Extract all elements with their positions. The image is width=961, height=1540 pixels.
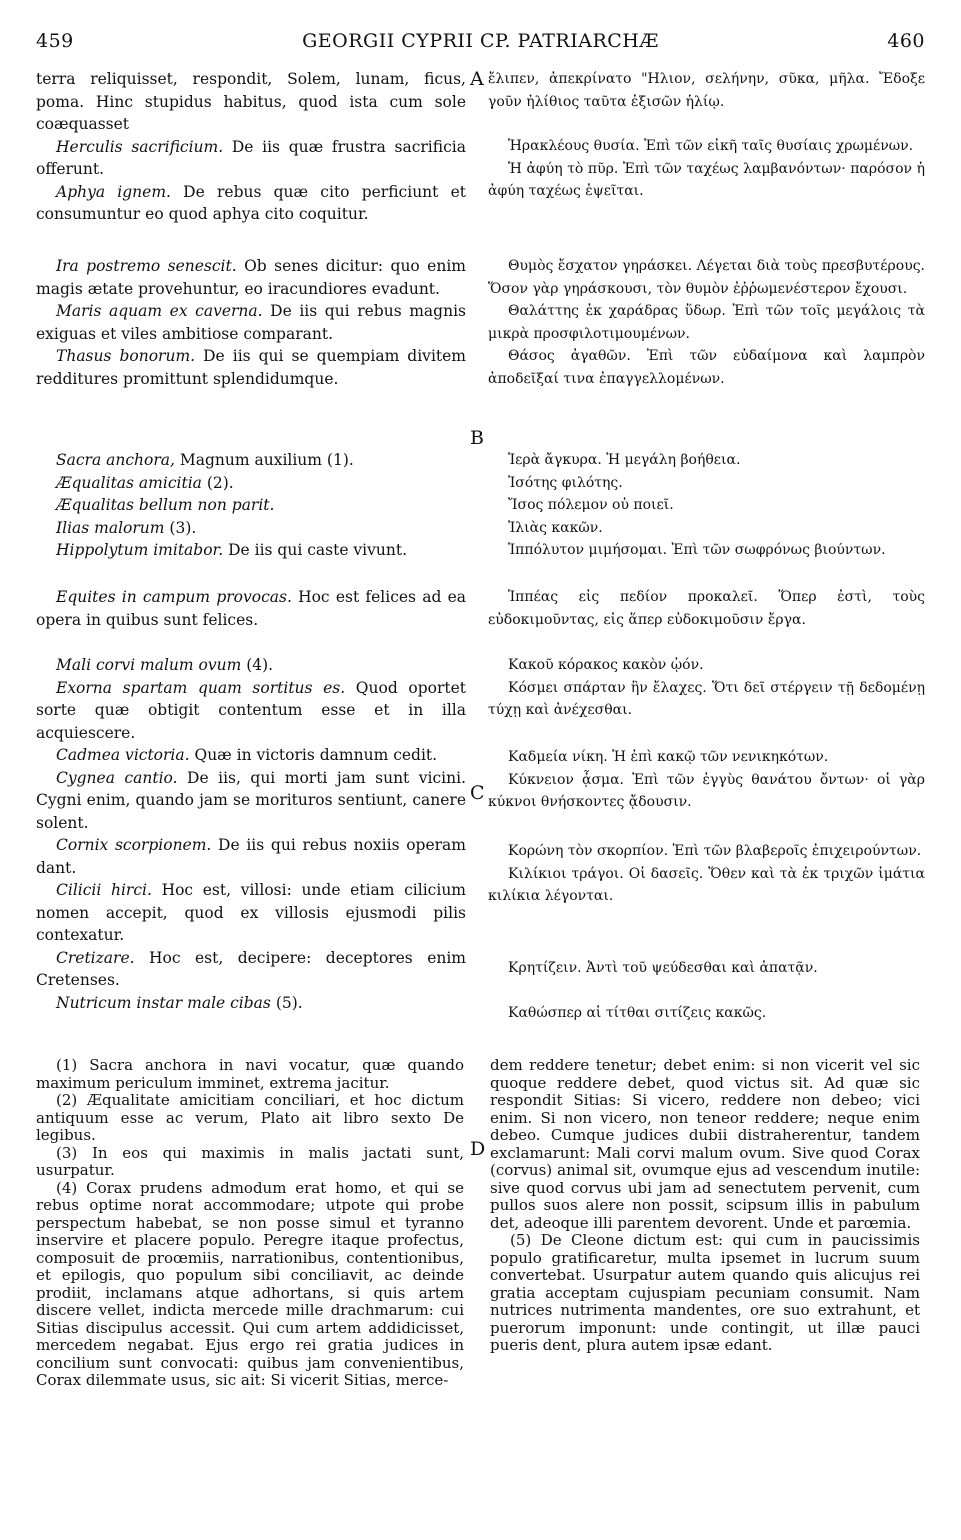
latin-entry: Cadmea victoria. Quæ in victoris damnum cedit.: [56, 746, 438, 764]
greek-entry: Κόσμει σπάρταν ἣν ἔλαχες. Ὅτι δεῖ στέργειν τῇ δεδομένῃ τύχῃ καὶ ἀνέχεσθαι.: [488, 679, 925, 718]
latin-block-b: [36, 449, 466, 562]
footnotes-left: [36, 1057, 464, 1390]
footnote: (2) Æqualitate amicitiam conciliari, et hoc dictum antiquum esse ac verum, Plato ait libro sexto De legibus.: [36, 1091, 464, 1144]
latin-block-equites: [36, 586, 466, 631]
footnote: (3) In eos qui maximis in malis jactati sunt, usurpatur.: [36, 1143, 464, 1179]
running-title: GEORGII CYPRII CP. PATRIARCHÆ: [302, 30, 659, 52]
section-marker-b: B: [470, 427, 484, 449]
greek-block-c2: [488, 746, 925, 814]
latin-entry: Ilias malorum (3).: [56, 518, 197, 537]
section-marker-a: A: [470, 68, 484, 90]
greek-entry: Ἱππόλυτον μιμήσομαι. Ἐπὶ τῶν σωφρόνως βιούντων.: [508, 542, 886, 558]
latin-entry: Cornix scorpionem. De iis qui rebus noxiis operam dant.: [36, 836, 467, 877]
greek-entry: Θυμὸς ἔσχατον γηράσκει. Λέγεται διὰ τοὺς πρεσβυτέρους. Ὅσον γὰρ γηράσκουσι, τὸν θυμὸν ἐῤῥωμενέστερον ἔχουσι.: [488, 258, 925, 297]
section-marker-c: C: [470, 782, 485, 804]
greek-entry: Ἱερὰ ἄγκυρα. Ἡ μεγάλη βοήθεια.: [508, 452, 741, 468]
latin-entry: Hippolytum imitabor. De iis qui caste vivunt.: [56, 541, 408, 559]
latin-entry: Æqualitas bellum non parit.: [56, 496, 275, 514]
latin-entry: Cygnea cantio. De iis, qui morti jam sunt vicini. Cygni enim, quando jam se morituros sentiunt, canere solent.: [36, 768, 466, 832]
greek-entry: Κακοῦ κόρακος κακὸν ᾠόν.: [508, 657, 704, 673]
greek-entry: Καθώσπερ αἱ τίτθαι σιτίζεις κακῶς.: [508, 1005, 767, 1021]
greek-entry: Κύκνειον ᾆσμα. Ἐπὶ τῶν ἐγγὺς θανάτου ὄντων· οἱ γὰρ κύκνοι θνήσκοντες ᾄδουσιν.: [488, 771, 925, 810]
footnote: (1) Sacra anchora in navi vocatur, quæ quando maximum periculum imminet, extrema jacitur.: [36, 1056, 464, 1092]
latin-block-mid: [36, 255, 466, 390]
greek-entry: Κορώνη τὸν σκορπίον. Ἐπὶ τῶν βλαβεροῖς ἐπιχειρούντων.: [508, 843, 922, 859]
greek-entry: Ἴσος πόλεμον οὐ ποιεῖ.: [508, 497, 674, 513]
latin-entry: Maris aquam ex caverna. De iis qui rebus magnis exiguas et viles ambitiose comparant.: [36, 302, 466, 343]
greek-entry: ἔλιπεν, ἀπεκρίνατο "Ηλιον, σελήνην, σῦκα, μῆλα. Ἔδοξε γοῦν ἠλίθιος ταῦτα ἐξισῶν ἡλίῳ.: [488, 71, 925, 110]
greek-entry: Ἱππέας εἰς πεδίον προκαλεῖ. Ὅπερ ἐστὶ, τοὺς εὐδοκιμοῦντας, εἰς ἅπερ εὐδοκιμοῦσιν ἔργα.: [488, 589, 925, 628]
greek-block-top: [488, 68, 925, 203]
page-header: [36, 30, 925, 56]
latin-entry: terra reliquisset, respondit, Solem, lunam, ficus, poma. Hinc stupidus habitus, quod ista cum sole coæquasset: [36, 70, 466, 133]
latin-block-c: [36, 654, 466, 1014]
latin-entry: Herculis sacrificium. De iis quæ frustra sacrificia offerunt.: [36, 137, 466, 178]
latin-entry: Cilicii hirci. Hoc est, villosi: unde etiam cilicium nomen accepit, quod ex villosis ejusmodi pilis contexatur.: [36, 881, 466, 944]
greek-entry: Καδμεία νίκη. Ἡ ἐπὶ κακῷ τῶν νενικηκότων.: [508, 749, 829, 765]
greek-entry: Θαλάττης ἐκ χαράδρας ὕδωρ. Ἐπὶ τῶν τοῖς μεγάλοις τὰ μικρὰ προσφιλοτιμουμένων.: [488, 303, 925, 342]
greek-block-c3: [488, 840, 925, 908]
greek-block-mid: [488, 255, 925, 390]
footnotes-right: [490, 1057, 920, 1355]
latin-entry: Æqualitas amicitia (2).: [56, 473, 234, 492]
greek-entry: Θάσος ἀγαθῶν. Ἐπὶ τῶν εὐδαίμονα καὶ λαμπρὸν ἀποδεῖξαί τινα ἐπαγγελλομένων.: [488, 348, 925, 387]
page-number-left: 459: [36, 30, 74, 52]
latin-entry: Aphya ignem. De rebus quæ cito perficiunt et consumuntur eo quod aphya cito coquitur.: [36, 182, 466, 223]
footnote: (4) Corax prudens admodum erat homo, et qui se rebus optime norat accommodare; utpote qui probe perspectum habebat, se non posse simul et tyranno inservire et placere populo. Peregre itaque profectus, composuit de proœmiis, narrationibus, contentionibus, et epilogis, quo populum sibi conciliavit, ac deinde prodiit, inclamans atque adhortans, si quis artem discere vellet, indicta mercede mille drachmarum: cui Sitias discipulus accessit. Qui cum artem addidicisset, mercedem negabat. Ejus ergo rei gratia judices in concilium sunt convocati: quibus jam convenientibus, Corax dilemmate usus, sic ait: Si vicerit Sitias, merce-: [36, 1178, 464, 1389]
page-number-right: 460: [887, 30, 925, 52]
latin-entry: Exorna spartam quam sortitus es. Quod oportet sorte quæ obtigit contentum esse et in illa acquiescere.: [36, 678, 466, 742]
latin-entry: Sacra anchora, Magnum auxilium (1).: [56, 451, 354, 469]
latin-entry: Thasus bonorum. De iis qui se quempiam divitem redditures promittunt splendidumque.: [36, 347, 467, 388]
greek-block-c5: [488, 1002, 925, 1025]
latin-entry: Equites in campum provocas. Hoc est felices ad ea opera in quibus sunt felices.: [36, 588, 467, 629]
latin-entry: Ira postremo senescit. Ob senes dicitur: quo enim magis ætate provehuntur, eo iracundiores evadunt.: [36, 257, 466, 298]
greek-block-equites: [488, 586, 925, 631]
latin-entry: Nutricum instar male cibas (5).: [56, 993, 303, 1012]
section-marker-d: D: [470, 1138, 486, 1160]
latin-entry: Mali corvi malum ovum (4).: [56, 656, 274, 674]
greek-entry: Κιλίκιοι τράγοι. Οἱ δασεῖς. Ὅθεν καὶ τὰ ἐκ τριχῶν ἱμάτια κιλίκια λέγονται.: [488, 865, 925, 904]
latin-entry: Cretizare. Hoc est, decipere: deceptores enim Cretenses.: [36, 948, 466, 989]
latin-block-top: [36, 68, 466, 226]
greek-block-c4: [488, 957, 925, 980]
greek-block-b: [488, 449, 925, 562]
greek-block-c1: [488, 654, 925, 722]
greek-entry: Κρητίζειν. Ἀντὶ τοῦ ψεύδεσθαι καὶ ἀπατᾷν.: [508, 960, 818, 976]
greek-entry: Ἡρακλέους θυσία. Ἐπὶ τῶν εἰκῆ ταῖς θυσίαις χρωμένων.: [508, 138, 914, 154]
footnote: (5) De Cleone dictum est: qui cum in paucissimis populo gratificaretur, multa ipsemet in lucrum suum convertebat. Usurpatur autem quando quis alicujus rei gratia acceptam cujuspiam pecuniam consumit. Nam nutrices nutrimenta mandentes, ore suo extrahunt, et puerorum imponunt: unde contingit, ut illæ pauci pueris dent, plura autem ipsæ edant.: [490, 1231, 920, 1354]
greek-entry: Ἰσότης φιλότης.: [508, 474, 623, 491]
greek-entry: Ἡ ἀφύη τὸ πῦρ. Ἐπὶ τῶν ταχέως λαμβανόντων· παρόσον ἡ ἀφύη ταχέως ἑψεῖται.: [488, 160, 925, 199]
footnote: dem reddere tenetur; debet enim: si non vicerit vel sic quoque reddere debet, quod victus sit. Ad quæ sic respondit Sitias: Si vicero, reddere non debeo; vici enim. Si non vicero, non teneor reddere; neque enim debeo. Cumque judices dubii distraherentur, tandem exclamarunt: Mali corvi malum ovum. Sive quod Corax (corvus) animal sit, ovumque ejus ad vescendum inutile: sive quod corvus ubi jam ad senectutem pervenit, cum pullos suos alere non possit, scipsum illis in pabulum det, adeoque illi parentem devorent. Unde et parœmia.: [490, 1056, 920, 1232]
greek-entry: Ἰλιὰς κακῶν.: [508, 519, 603, 536]
